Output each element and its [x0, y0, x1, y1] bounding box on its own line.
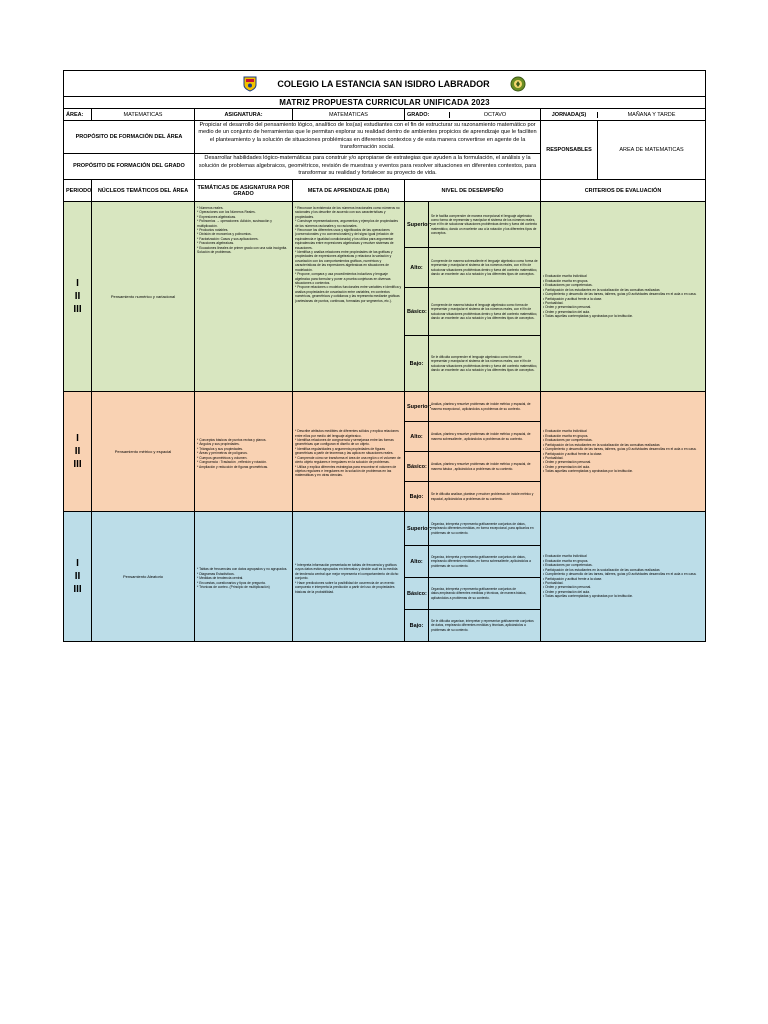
list-line: * Expresiones algebraicas. — [197, 214, 237, 219]
list-line: * Medidas de tendencia central. — [197, 576, 244, 581]
list-line: * Productos notables. — [197, 228, 229, 233]
list-line: • Puntualidad. — [543, 300, 564, 305]
level-bajo-3: Bajo: — [405, 610, 429, 642]
list-line: * Encuestas, cuestionarios y tipos de pregunta. — [197, 580, 266, 585]
list-line: • Evaluación escrita en grupos. — [543, 558, 589, 563]
col-nivel: NIVEL DE DESEMPEÑO — [405, 180, 541, 202]
list-line: * Ángulos y sus propiedades. — [197, 442, 240, 447]
level-superior-3: Superior: — [405, 512, 429, 546]
list-line: * Polinomios → operaciones: Adición, sustracción y multiplicación. — [197, 219, 272, 228]
level-basico-text-2: Analiza, plantea y resuelve problemas de índole métrico y espacial, de manera básica , aplicándolos a problemas de su contexto. — [429, 452, 541, 482]
list-line: * Cuerpos geométricos y volumen. — [197, 455, 248, 460]
list-line: * Utiliza y explica diferentes estrategias para encontrar el volumen de objetos regulares e irregulares en la solución de problemas en las matemáticas y en otras ciencias. — [295, 464, 397, 478]
tematicas-2 — [195, 392, 293, 512]
criteria-3 — [541, 512, 706, 642]
jornada-label: JORNADA(S) — [541, 112, 598, 118]
list-line: • Orden y presentación personal. — [543, 585, 592, 590]
jornada-value: MAÑANA Y TARDE — [627, 111, 676, 118]
responsables-cell — [541, 121, 706, 180]
list-line: * Conceptos básicos de puntos rectas y planos. — [197, 438, 267, 443]
list-line: * Reconoce los diferentes usos y significados de las operaciones (convencionales y no convencionales) y del signo igual (relación de equivalencia e igualdad condicionada) y los utiliza para argumentar equivalencias entre expresiones algebraicas y resolver sistemas de ecuaciones. — [295, 228, 394, 250]
list-line: • Puntualidad. — [543, 455, 564, 460]
list-line: • Evaluación escrita Individual — [543, 429, 587, 434]
grade-purpose-text: Desarrollar habilidades lógico-matemáticas para construir y/o apropiarse de estrategias que ayuden a la formulación, el análisis y la solución de problemas algebraicos, geométricos, revisión de muestras y eventos para resolver situaciones en diferentes contextos, para transformar su realidad y fortalecer su proyecto de vida. — [195, 153, 541, 179]
col-meta: META DE APRENDIZAJE (DBA) — [293, 180, 405, 202]
school-logo-icon — [510, 76, 526, 92]
list-line: • Participación de los estudiantes en la socialización de las consultas realizadas — [543, 287, 660, 292]
level-alto-text-3: Organiza, interpreta y representa gráficamente conjuntos de datos, empleando diferentes medidas, en forma sobresaliente, aplicándolos a problemas de su contexto. — [429, 546, 541, 578]
meta-2 — [293, 392, 405, 512]
grado-value: OCTAVO — [483, 111, 507, 118]
list-line: • Participación y actitud frente a la clase. — [543, 296, 603, 301]
bogota-crest-icon — [243, 76, 257, 92]
list-line: • Evaluaciones por competencias. — [543, 438, 593, 443]
level-superior-text-2: Analiza, plantea y resuelve problemas de índole métrico y espacial, de manera excepcional , aplicándolos a problemas de su contexto. — [429, 392, 541, 422]
list-line: * Describe atributos medibles de diferentes sólidos y explica relaciones entre ellos por medio del lenguaje algebraico. — [295, 429, 399, 438]
list-line: • Participación y actitud frente a la clase. — [543, 451, 603, 456]
responsables-value: AREA DE MATEMATICAS — [619, 147, 684, 153]
list-line: • Evaluaciones por competencias. — [543, 283, 593, 288]
col-periodo: PERIODO — [64, 180, 92, 202]
list-line: • Orden y presentación personal. — [543, 305, 592, 310]
school-title-cell — [64, 71, 706, 97]
period-marks-2: I II III — [64, 392, 92, 512]
meta-3 — [293, 512, 405, 642]
grade-purpose-label: PROPÓSITO DE FORMACIÓN DEL GRADO — [64, 153, 195, 179]
list-line: * Propone relaciones o modelos funcionales entre variables e identifica y analiza propiedades de covariación entre variables, en contextos numéricos, geométricos y cotidianos y las representa mediante gráficas (cartesianas de puntos, continuas, formadas por segmentos, etc.). — [295, 285, 402, 303]
list-line: • Participación y actitud frente a la clase. — [543, 576, 603, 581]
nucleo-2: Pensamiento métrico y espacial — [92, 392, 195, 512]
list-line: * Diagramas Estadísticos. — [197, 571, 235, 576]
list-line: * Propone, compara y usa procedimientos inductivos y lenguaje algebraico para formular y poner a prueba conjeturas en diversas situaciones o contextos. — [295, 272, 391, 285]
list-line: • Evaluación escrita en grupos. — [543, 433, 589, 438]
grado-label: GRADO: — [405, 112, 450, 118]
nucleo-3: Pensamiento Aleatorio — [92, 512, 195, 642]
col-criterios: CRITERIOS DE EVALUACIÓN — [541, 180, 706, 202]
level-basico-text-1: Comprende de manera básica el lenguaje algebraico como forma de representar y manipular el sistema de los números reales, con el fin de solucionar situaciones problémicas dentro y fuera del contexto matemático, dando un excelente uso a la notación y los diferentes tipos de conceptos. — [429, 288, 541, 336]
list-line: * Técnicas de conteo. (Principio de multiplicación) — [197, 585, 270, 590]
list-line: * Comprende cómo se transforma el área de una región o el volumen de cierto objeto regulares e irregulares en la solución de problemas. — [295, 455, 401, 465]
list-line: * Ecuaciones lineales de primer grado con una sola incógnita. Solución de problemas. — [197, 245, 288, 255]
area-purpose-text: Propiciar el desarrollo del pensamiento lógico, analítico de los(as) estudiantes con el fin de estructurar su razonamiento matemático por medio de un conjunto de herramientas que le permitan explorar su realidad dentro de ambientes propicios de aprendizaje que le faciliten el planteamiento y la solución de situaciones problémicas en diferentes contextos y de esta manera convertirse en agente de la transformación social. — [195, 121, 541, 154]
level-superior-2: Superior: — [405, 392, 429, 422]
matrix-table — [63, 70, 706, 642]
level-basico-2: Básico: — [405, 452, 429, 482]
level-superior-text-1: Se le facilita comprender de manera excepcional el lenguaje algebraico como forma de representar y manipular el sistema de los números reales, con el fin de solucionar situaciones problémicas dentro y fuera del contexto matemático, dando un excelente uso a la notación y los diferentes tipos de conceptos. — [429, 202, 541, 248]
period-marks-3: I II III — [64, 512, 92, 642]
tematicas-3 — [195, 512, 293, 642]
list-line: • Participación de los estudiantes en la socialización de las consultas realizadas — [543, 442, 660, 447]
nucleo-1: Pensamiento numérico y variacional — [92, 202, 195, 392]
col-nucleos: NÚCLEOS TEMÁTICOS DEL ÁREA — [92, 180, 195, 202]
level-alto-text-1: Comprende de manera sobresaliente el lenguaje algebraico como forma de representar y manipular el sistema de los números reales, con el fin de solucionar situaciones problémicas dentro y fuera del contexto matemático, dando un excelente uso a la notación y los diferentes tipos de conceptos. — [429, 248, 541, 288]
criteria-1 — [541, 202, 706, 392]
criteria-2 — [541, 392, 706, 512]
period-marks-1: I II III — [64, 202, 92, 392]
level-superior-1: Superior: — [405, 202, 429, 248]
level-basico-text-3: Organiza, interpreta y representa gráficamente conjuntos de datos,empleando diferentes medidas y técnicas, de manera básica, aplicándolos a problemas de su contexto. — [429, 578, 541, 610]
list-line: * Ampliación y reducción de figuras geométricas. — [197, 464, 269, 469]
list-line: • Orden y presentación personal. — [543, 460, 592, 465]
list-line: • Evaluaciones por competencias. — [543, 563, 593, 568]
list-line: • Cumplimiento y desarrollo de las tareas, talleres, guías y/0 actividades desarrollas en el aula o en casa. — [543, 447, 697, 452]
asignatura-label: ASIGNATURA: — [195, 109, 293, 121]
list-line: * Hace predicciones sobre la posibilidad de ocurrencia de un evento compuesto e interpreta la predicción a partir del uso de propiedades básicas de la probabilidad. — [295, 580, 395, 594]
jornada-cell — [541, 109, 706, 121]
list-line: * Identifica relaciones de congruencia y semejanza entre las formas geométricas que configuran el diseño de un objeto. — [295, 438, 394, 447]
list-line: * Números reales. — [197, 206, 224, 210]
list-line: • Evaluación escrita Individual — [543, 274, 587, 279]
list-line: • Orden y presentación del aula. — [543, 464, 590, 469]
meta-1 — [293, 202, 405, 392]
list-line: * Factorización: Casos y sus aplicaciones. — [197, 236, 259, 241]
list-line: • Orden y presentación del aula. — [543, 589, 590, 594]
level-bajo-2: Bajo: — [405, 482, 429, 512]
area-label: ÁREA: — [64, 109, 92, 121]
list-line: * Triángulos y sus propiedades. — [197, 446, 244, 451]
school-name: COLEGIO LA ESTANCIA SAN ISIDRO LABRADOR — [277, 78, 490, 89]
asignatura-value: MATEMATICAS — [293, 109, 405, 121]
level-alto-2: Alto: — [405, 422, 429, 452]
curriculum-matrix — [63, 70, 705, 642]
level-alto-3: Alto: — [405, 546, 429, 578]
list-line: * Operaciones con los Números Reales. — [197, 210, 256, 215]
list-line: * Áreas y perímetros de polígonos. — [197, 451, 248, 456]
list-line: • Evaluación escrita Individual — [543, 554, 587, 559]
level-bajo-1: Bajo: — [405, 336, 429, 392]
list-line: * Interpreta información presentada en tablas de frecuencia y gráficos cuyos datos están agrupados en intervalos y decide cuál es la medida de tendencia central que mejor representa el comportamiento de dicho conjunto. — [295, 563, 399, 581]
responsables-label: RESPONSABLES — [541, 121, 598, 179]
list-line: * Construye representaciones, argumentos y ejemplos de propiedades de los números racionales y no racionales. — [295, 219, 398, 228]
tematicas-1 — [195, 202, 293, 392]
list-line: • Evaluación escrita en grupos. — [543, 278, 589, 283]
list-line: • Puntualidad. — [543, 580, 564, 585]
list-line: • Todas aquellas contempladas y aprobadas por la institución. — [543, 594, 634, 599]
level-basico-1: Básico: — [405, 288, 429, 336]
list-line: • Orden y presentación del aula. — [543, 309, 590, 314]
list-line: • Participación de los estudiantes en la socialización de las consultas realizadas — [543, 567, 660, 572]
area-value: MATEMATICAS — [92, 109, 195, 121]
matrix-title: MATRIZ PROPUESTA CURRICULAR UNIFICADA 2023 — [64, 97, 706, 109]
list-line: • Todas aquellas contempladas y aprobadas por la institución. — [543, 314, 634, 319]
list-line: * Tablas de frecuencias con datos agrupados y no agrupados. — [197, 567, 288, 572]
area-purpose-label: PROPÓSITO DE FORMACIÓN DEL ÁREA — [64, 121, 195, 154]
level-superior-text-3: Organiza, interpreta y representa gráficamente conjuntos de datos, empleando diferentes medidas, en forma excepcional, para aplicarlos en problemas de su contexto. — [429, 512, 541, 546]
level-bajo-text-1: Se le dificulta comprender el lenguaje algebraico como forma de representar y manipular el sistema de los números reales, con el fin de solucionar situaciones problémicas dentro y fuera del contexto matemático, dando un excelente uso a la notación y los diferentes tipos de conceptos. — [429, 336, 541, 392]
level-bajo-text-3: Se le dificulta organizar, interpretar y representar gráficamente conjuntos de datos, empleando diferentes medidas y técnicas, aplicándolos a problemas de su contexto. — [429, 610, 541, 642]
level-alto-1: Alto: — [405, 248, 429, 288]
level-bajo-text-2: Se le dificulta analizar, plantear y resolver problemas de índole métrico y espacial, aplicándolos a problemas de su contexto. — [429, 482, 541, 512]
grado-cell — [405, 109, 541, 121]
list-line: * Congruencia : Traslación , reflexión y rotación. — [197, 460, 268, 465]
list-line: * Reconoce la existencia de los números irracionales como números no racionales y los describe de acuerdo con sus características y propiedades. — [295, 206, 400, 219]
list-line: * División de monomios y polinomios. — [197, 232, 252, 237]
col-tematicas: TEMÁTICAS DE ASIGNATURA POR GRADO — [195, 180, 293, 202]
list-line: • Cumplimiento y desarrollo de las tareas, talleres, guías y/0 actividades desarrollas en el aula o en casa. — [543, 572, 697, 577]
level-basico-3: Básico: — [405, 578, 429, 610]
list-line: • Todas aquellas contempladas y aprobadas por la institución. — [543, 469, 634, 474]
level-alto-text-2: Analiza, plantea y resuelve problemas de índole métrico y espacial, de manera sobresaliente , aplicándolos a problemas de su contexto. — [429, 422, 541, 452]
list-line: • Cumplimiento y desarrollo de las tareas, talleres, guías y/0 actividades desarrollas en el aula o en casa. — [543, 292, 697, 297]
list-line: * Fracciones algebraicas. — [197, 241, 235, 246]
list-line: * Identifica y analiza relaciones entre propiedades de las gráficas y propiedades de expresiones algebraicas y relaciona la variación y covariación con los comportamientos gráficos, numéricos y características de las expresiones algebraicas en situaciones de modelación. — [295, 250, 393, 272]
list-line: * Identifica regularidades y argumenta propiedades de figuras geométricas a partir de teoremas y las aplica en situaciones reales. — [295, 446, 394, 456]
